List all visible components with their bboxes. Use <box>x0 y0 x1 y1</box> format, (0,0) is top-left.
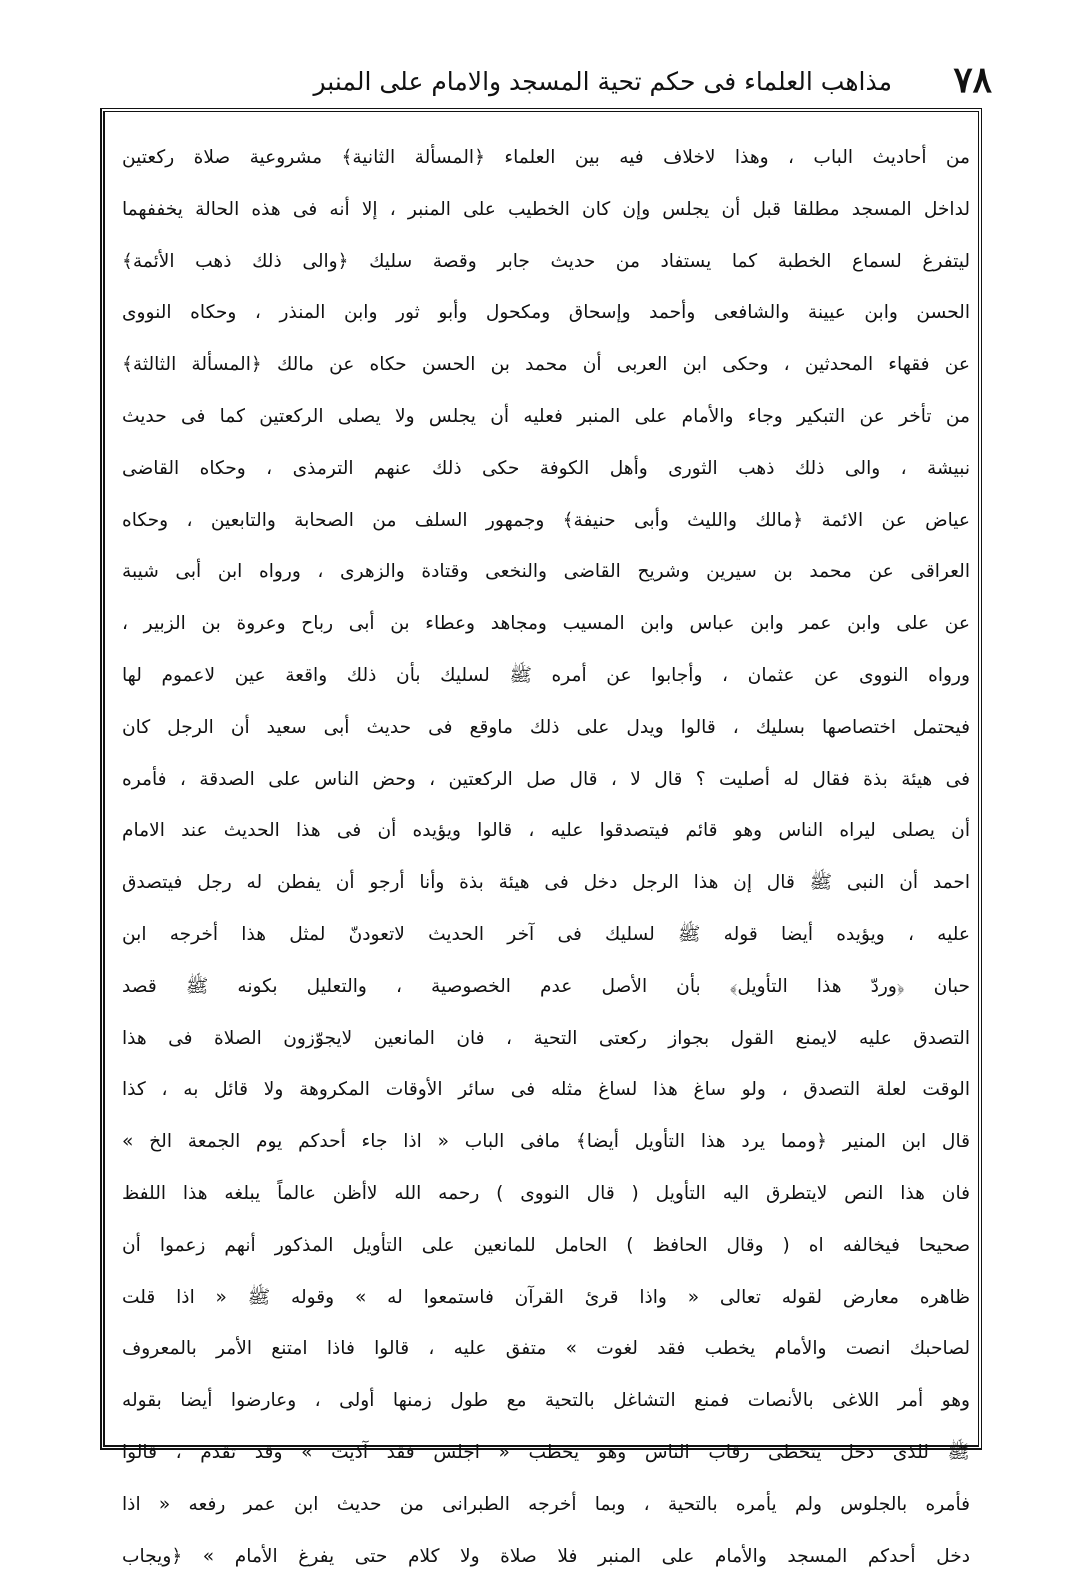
text-line: ورواه النووى عن عثمان ، وأجابوا عن أمره ﷺ لسليك بأن ذلك واقعة عين لاعموم لها <box>122 664 970 686</box>
text-line: حبان ﴿وردّ هذا التأويل﴾ بأن الأصل عدم الخصوصية ، والتعليل بكونه ﷺ قصد <box>122 975 970 997</box>
text-line: عن على وابن عمر وابن عباس وابن المسيب ومجاهد وعطاء بن أبى رباح وعروة بن الزبير ، <box>122 613 970 635</box>
text-line: قال ابن المنير ﴿ومما يرد هذا التأويل أيضا﴾ مافى الباب « اذا جاء أحدكم يوم الجمعة الخ » <box>122 1131 970 1153</box>
text-line: نبيشة ، والى ذلك ذهب الثورى وأهل الكوفة حكى ذلك عنهم الترمذى ، وحكاه القاضى <box>122 457 970 479</box>
text-line: الحسن وابن عيينة والشافعى وأحمد وإسحاق ومكحول وأبو ثور وابن المنذر ، وحكاه النووى <box>122 302 970 324</box>
text-line: عليه ، ويؤيده أيضا قوله ﷺ لسليك فى آخر الحديث لاتعودنّ لمثل هذا أخرجه ابن <box>122 923 970 945</box>
running-title: مذاهب العلماء فى حكم تحية المسجد والامام على المنبر <box>313 67 892 96</box>
text-line: فيحتمل اختصاصها بسليك ، قالوا ويدل على ذلك ماوقع فى حديث أبى سعيد أن الرجل كان <box>122 716 970 738</box>
text-line: العراقى عن محمد بن سيرين وشريح القاضى والنخعى وقتادة والزهرى ، ورواه ابن أبى شيبة <box>122 561 970 583</box>
text-line: أن يصلى ليراه الناس وهو قائم فيتصدقوا عليه ، قالوا ويؤيده أن فى هذا الحديث عند الامام <box>122 820 970 842</box>
text-line: التصدق عليه لايمنع القول بجواز ركعتى التحية ، فان المانعين لايجوّزون الصلاة فى هذا <box>122 1027 970 1049</box>
text-line: من تأخر عن التبكير وجاء والأمام على المنبر فعليه أن يجلس ولا يصلى الركعتين كما فى حديث <box>122 405 970 427</box>
text-line: ﷺ للذى دخل يتخطى رقاب الناس وهو يخطب « اجلس فقد آذيت » وقد تقدم ، قالوا <box>122 1441 970 1463</box>
text-line: من أحاديث الباب ، وهذا لاخلاف فيه بين العلماء ﴿المسألة الثانية﴾ مشروعية صلاة ركعتين <box>122 147 970 168</box>
page-number: ٧٨ <box>953 59 992 101</box>
text-line: لداخل المسجد مطلقا قبل أن يجلس وإن كان الخطيب على المنبر ، إلا أنه فى هذه الحالة يخففهما <box>122 198 970 220</box>
text-line: الوقت لعلة التصدق ، ولو ساغ هذا لساغ مثله فى سائر الأوقات المكروهة ولا قائل به ، كذا <box>122 1079 970 1101</box>
text-line: عياض عن الائمة ﴿مالك والليث وأبى حنيفة﴾ وجمهور السلف من الصحابة والتابعين ، وحكاه <box>122 509 970 531</box>
text-line: لصاحبك انصت والأمام يخطب فقد لغوت » متفق عليه ، قالوا فاذا امتنع الأمر بالمعروف <box>122 1338 970 1360</box>
text-line: احمد أن النبى ﷺ قال إن هذا الرجل دخل فى هيئة بذة وأنا أرجو أن يفطن له رجل فيتصدق <box>122 872 970 894</box>
text-line: ظاهره معارض لقوله تعالى « واذا قرئ القرآن فاستمعوا له » وقوله ﷺ « اذا قلت <box>122 1286 970 1308</box>
text-line: دخل أحدكم المسجد والأمام على المنبر فلا صلاة ولا كلام حتى يفرغ الأمام » ﴿ويجاب <box>122 1545 970 1567</box>
text-line: عن فقهاء المحدثين ، وحكى ابن العربى أن محمد بن الحسن حكاه عن مالك ﴿المسألة الثالثة﴾ <box>122 354 970 376</box>
text-line: فأمره بالجلوس ولم يأمره بالتحية ، وبما أخرجه الطبرانى من حديث ابن عمر رفعه « اذا <box>122 1493 970 1515</box>
body-text <box>122 132 970 1567</box>
text-line: وهو أمر اللاغى بالأنصات فمنع التشاغل بالتحية مع طول زمنها أولى ، وعارضوا أيضا بقوله <box>122 1390 970 1412</box>
text-line: فى هيئة بذة فقال له أصليت ؟ قال لا ، قال صل الركعتين ، وحض الناس على الصدقة ، فأمره <box>122 768 970 790</box>
text-line: فان هذا النص لايتطرق اليه التأويل ( قال النووى ) رحمه الله لاأظن عالماً يبلغه هذا اللفظ <box>122 1182 970 1204</box>
page-header <box>100 58 992 108</box>
text-line: ليتفرغ لسماع الخطبة كما يستفاد من حديث جابر وقصة سليك ﴿والى ذلك ذهب الأئمة﴾ <box>122 250 970 272</box>
text-line: صحيحا فيخالفه اه ( وقال الحافظ ) الحامل للمانعين على التأويل المذكور أنهم زعموا أن <box>122 1234 970 1256</box>
